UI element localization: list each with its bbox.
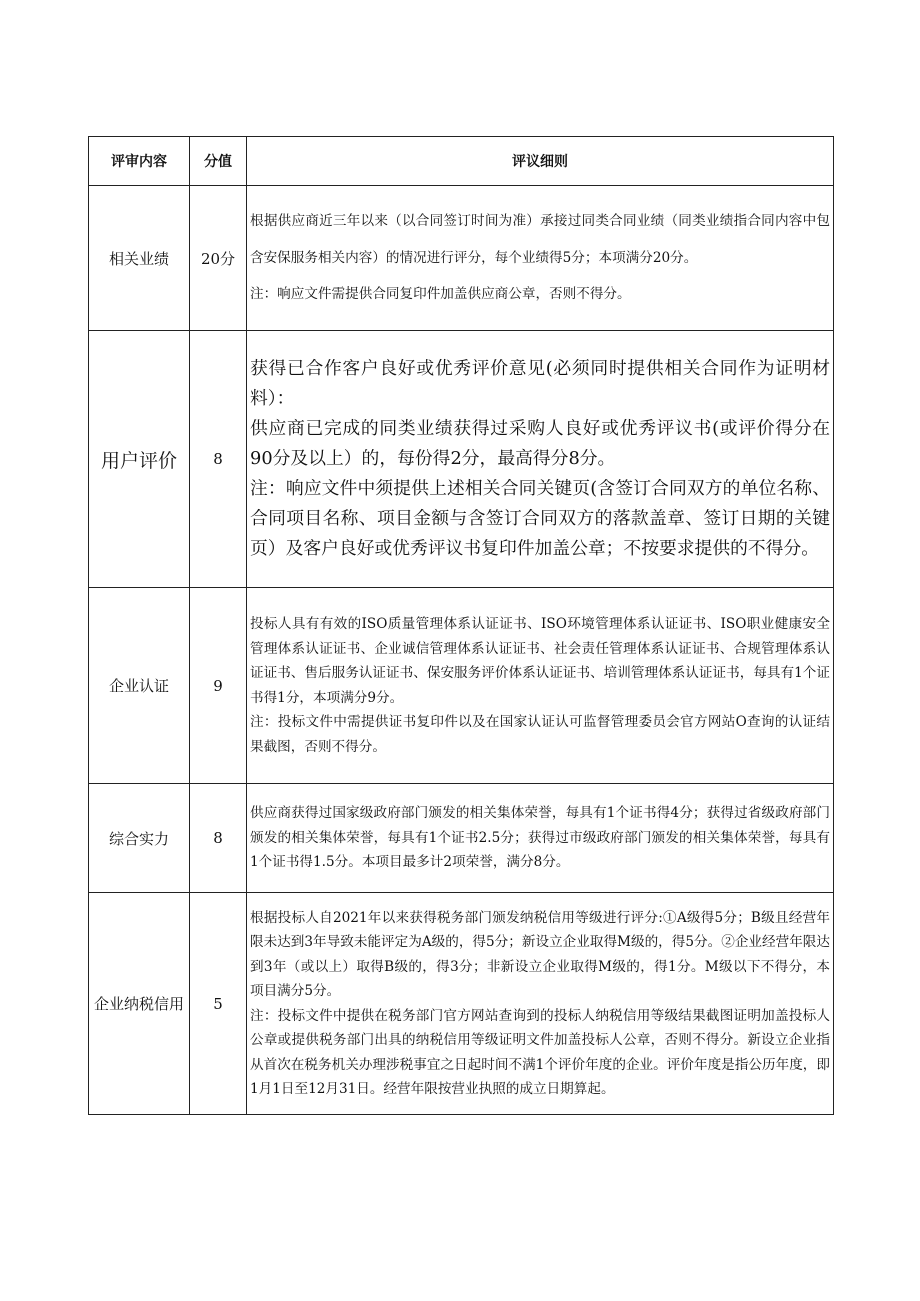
row-detail <box>247 784 834 893</box>
detail-note: 注：投标文件中需提供证书复印件以及在国家认证认可监督管理委员会官方网站O查询的认证结果截图，否则不得分。 <box>250 714 830 755</box>
table-header-row <box>89 137 834 186</box>
row-item: 综合实力 <box>89 784 190 893</box>
detail-note: 注：响应文件中须提供上述相关合同关键页(含签订合同双方的单位名称、合同项目名称、项目金额与含签订合同双方的落款盖章、签订日期的关键页）及客户良好或优秀评议书复印件加盖公章；不按要求提供的不得分。 <box>250 478 830 559</box>
row-score: 8 <box>190 331 247 588</box>
row-score: 20分 <box>190 186 247 331</box>
row-item: 相关业绩 <box>89 186 190 331</box>
row-detail <box>247 588 834 784</box>
row-detail <box>247 893 834 1115</box>
detail-note: 注：投标文件中提供在税务部门官方网站查询到的投标人纳税信用等级结果截图证明加盖投标人公章或提供税务部门出具的纳税信用等级证明文件加盖投标人公章，否则不得分。新设立企业指从首次在税务机关办理涉税事宜之日起时间不满1个评价年度的企业。评价年度是指公历年度，即1月1日至12月31日。经营年限按营业执照的成立日期算起。 <box>250 1007 830 1097</box>
row-item: 企业认证 <box>89 588 190 784</box>
detail-line: 供应商已完成的同类业绩获得过采购人良好或优秀评议书(或评价得分在90分及以上）的，每份得2分，最高得分8分。 <box>250 418 830 469</box>
table-row <box>89 784 834 893</box>
table-row <box>89 588 834 784</box>
scoring-table <box>88 136 834 1115</box>
row-score: 8 <box>190 784 247 893</box>
row-detail <box>247 331 834 588</box>
detail-line: 根据供应商近三年以来（以合同签订时间为准）承接过同类合同业绩（同类业绩指合同内容中包含安保服务相关内容）的情况进行评分，每个业绩得5分；本项满分20分。 <box>250 213 830 266</box>
row-detail <box>247 186 834 331</box>
detail-line: 供应商获得过国家级政府部门颁发的相关集体荣誉，每具有1个证书得4分；获得过省级政府部门颁发的相关集体荣誉，每具有1个证书2.5分；获得过市级政府部门颁发的相关集体荣誉，每具有1个证书得1.5分。本项目最多计2项荣誉，满分8分。 <box>250 805 830 871</box>
header-item: 评审内容 <box>89 137 190 186</box>
row-item: 用户评价 <box>89 331 190 588</box>
detail-line: 获得已合作客户良好或优秀评价意见(必须同时提供相关合同作为证明材料）： <box>250 358 830 409</box>
detail-line: 根据投标人自2021年以来获得税务部门颁发纳税信用等级进行评分:①A级得5分；B级且经营年限未达到3年导致未能评定为A级的，得5分；新设立企业取得M级的，得5分。②企业经营年限达到3年（或以上）取得B级的，得3分；非新设立企业取得M级的，得1分。M级以下不得分，本项目满分5分。 <box>250 909 830 999</box>
table-row <box>89 893 834 1115</box>
row-item: 企业纳税信用 <box>89 893 190 1115</box>
detail-note: 注：响应文件需提供合同复印件加盖供应商公章，否则不得分。 <box>250 286 631 303</box>
row-score: 5 <box>190 893 247 1115</box>
table-row <box>89 186 834 331</box>
header-score: 分值 <box>190 137 247 186</box>
table-row <box>89 331 834 588</box>
header-detail: 评议细则 <box>247 137 834 186</box>
detail-line: 投标人具有有效的ISO质量管理体系认证证书、ISO环境管理体系认证证书、ISO职业健康安全管理体系认证证书、企业诚信管理体系认证证书、社会责任管理体系认证证书、合规管理体系认证证书、售后服务认证证书、保安服务评价体系认证证书、培训管理体系认证证书，每具有1个证书得1分，本项满分9分。 <box>250 616 830 706</box>
row-score: 9 <box>190 588 247 784</box>
